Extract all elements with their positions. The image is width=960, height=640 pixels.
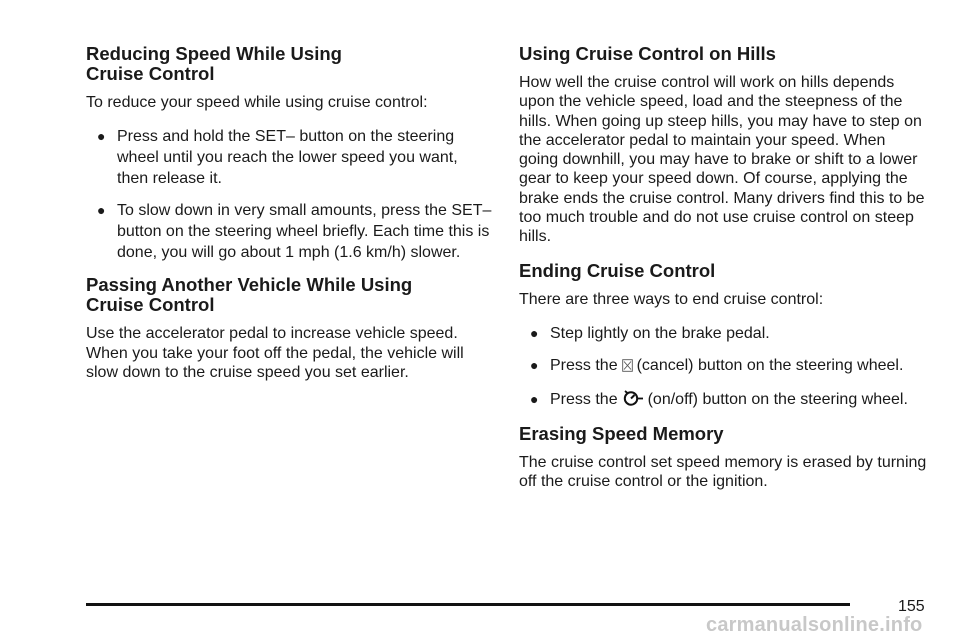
list-item-text: To slow down in very small amounts, press the SET– button on the steering wheel briefly. Each time this is done, you will go about 1 mph (1.6 km/h) slower. — [117, 202, 492, 262]
section-body: Use the accelerator pedal to increase vehicle speed. When you take your foot off the pedal, the vehicle will slow down to the cruise speed you set earlier. — [86, 325, 464, 381]
bullet-list — [86, 126, 492, 263]
heading-line: Cruise Control — [86, 294, 215, 316]
list-item — [86, 126, 492, 189]
section-body: How well the cruise control will work on hills depends upon the vehicle speed, load and the steepness of the hills. When going up steep hills, you may have to step on the accelerator pedal to maintain your speed. When going downhill, you may have to brake or shift to a lower gear to keep your speed down. Of course, applying the brake ends the cruise control. Many drivers find this to be too much trouble and do not use cruise control on steep hills. — [519, 74, 925, 246]
section-heading — [86, 44, 492, 84]
bullet-list — [519, 323, 929, 412]
bullet-icon: ● — [97, 128, 106, 145]
cancel-icon — [622, 357, 633, 378]
section-heading: Erasing Speed Memory — [519, 422, 724, 444]
watermark: carmanualsonline.info — [706, 614, 923, 636]
section-reducing-speed — [86, 44, 492, 263]
section-heading: Ending Cruise Control — [519, 259, 716, 281]
bullet-icon: ● — [97, 202, 106, 219]
section-body: The cruise control set speed memory is erased by turning off the cruise control or the ignition. — [519, 453, 927, 491]
bullet-icon: ● — [530, 390, 539, 407]
list-item-text: Step lightly on the brake pedal. — [550, 324, 770, 342]
list-item — [519, 389, 929, 412]
right-column — [519, 44, 929, 506]
list-item — [86, 200, 492, 263]
left-column — [86, 44, 492, 396]
list-item — [519, 323, 929, 344]
heading-line: Passing Another Vehicle While Using — [86, 274, 413, 296]
list-item-text: (cancel) button on the steering wheel. — [636, 356, 904, 374]
section-intro: To reduce your speed while using cruise control: — [86, 94, 428, 111]
section-heading — [86, 275, 492, 315]
list-item-text: (on/off) button on the steering wheel. — [647, 390, 908, 408]
footer-rule — [86, 603, 850, 606]
section-heading: Using Cruise Control on Hills — [519, 43, 776, 64]
list-item — [519, 355, 929, 378]
list-item-text: Press the — [550, 390, 618, 408]
bullet-icon: ● — [530, 356, 539, 373]
section-passing-vehicle — [86, 275, 492, 382]
heading-line: Cruise Control — [86, 63, 215, 84]
section-intro: There are three ways to end cruise control: — [519, 290, 824, 308]
list-item-text: Press and hold the SET– button on the steering wheel until you reach the lower speed you want, then release it. — [117, 128, 458, 188]
bullet-icon: ● — [530, 324, 539, 341]
list-item-text: Press the — [550, 356, 618, 374]
page-number: 155 — [898, 598, 925, 615]
section-erasing-memory — [519, 424, 929, 492]
section-hills — [519, 44, 929, 247]
section-ending-cruise — [519, 261, 929, 412]
heading-line: Reducing Speed While Using — [86, 43, 342, 64]
cruise-on-off-icon — [622, 389, 644, 412]
